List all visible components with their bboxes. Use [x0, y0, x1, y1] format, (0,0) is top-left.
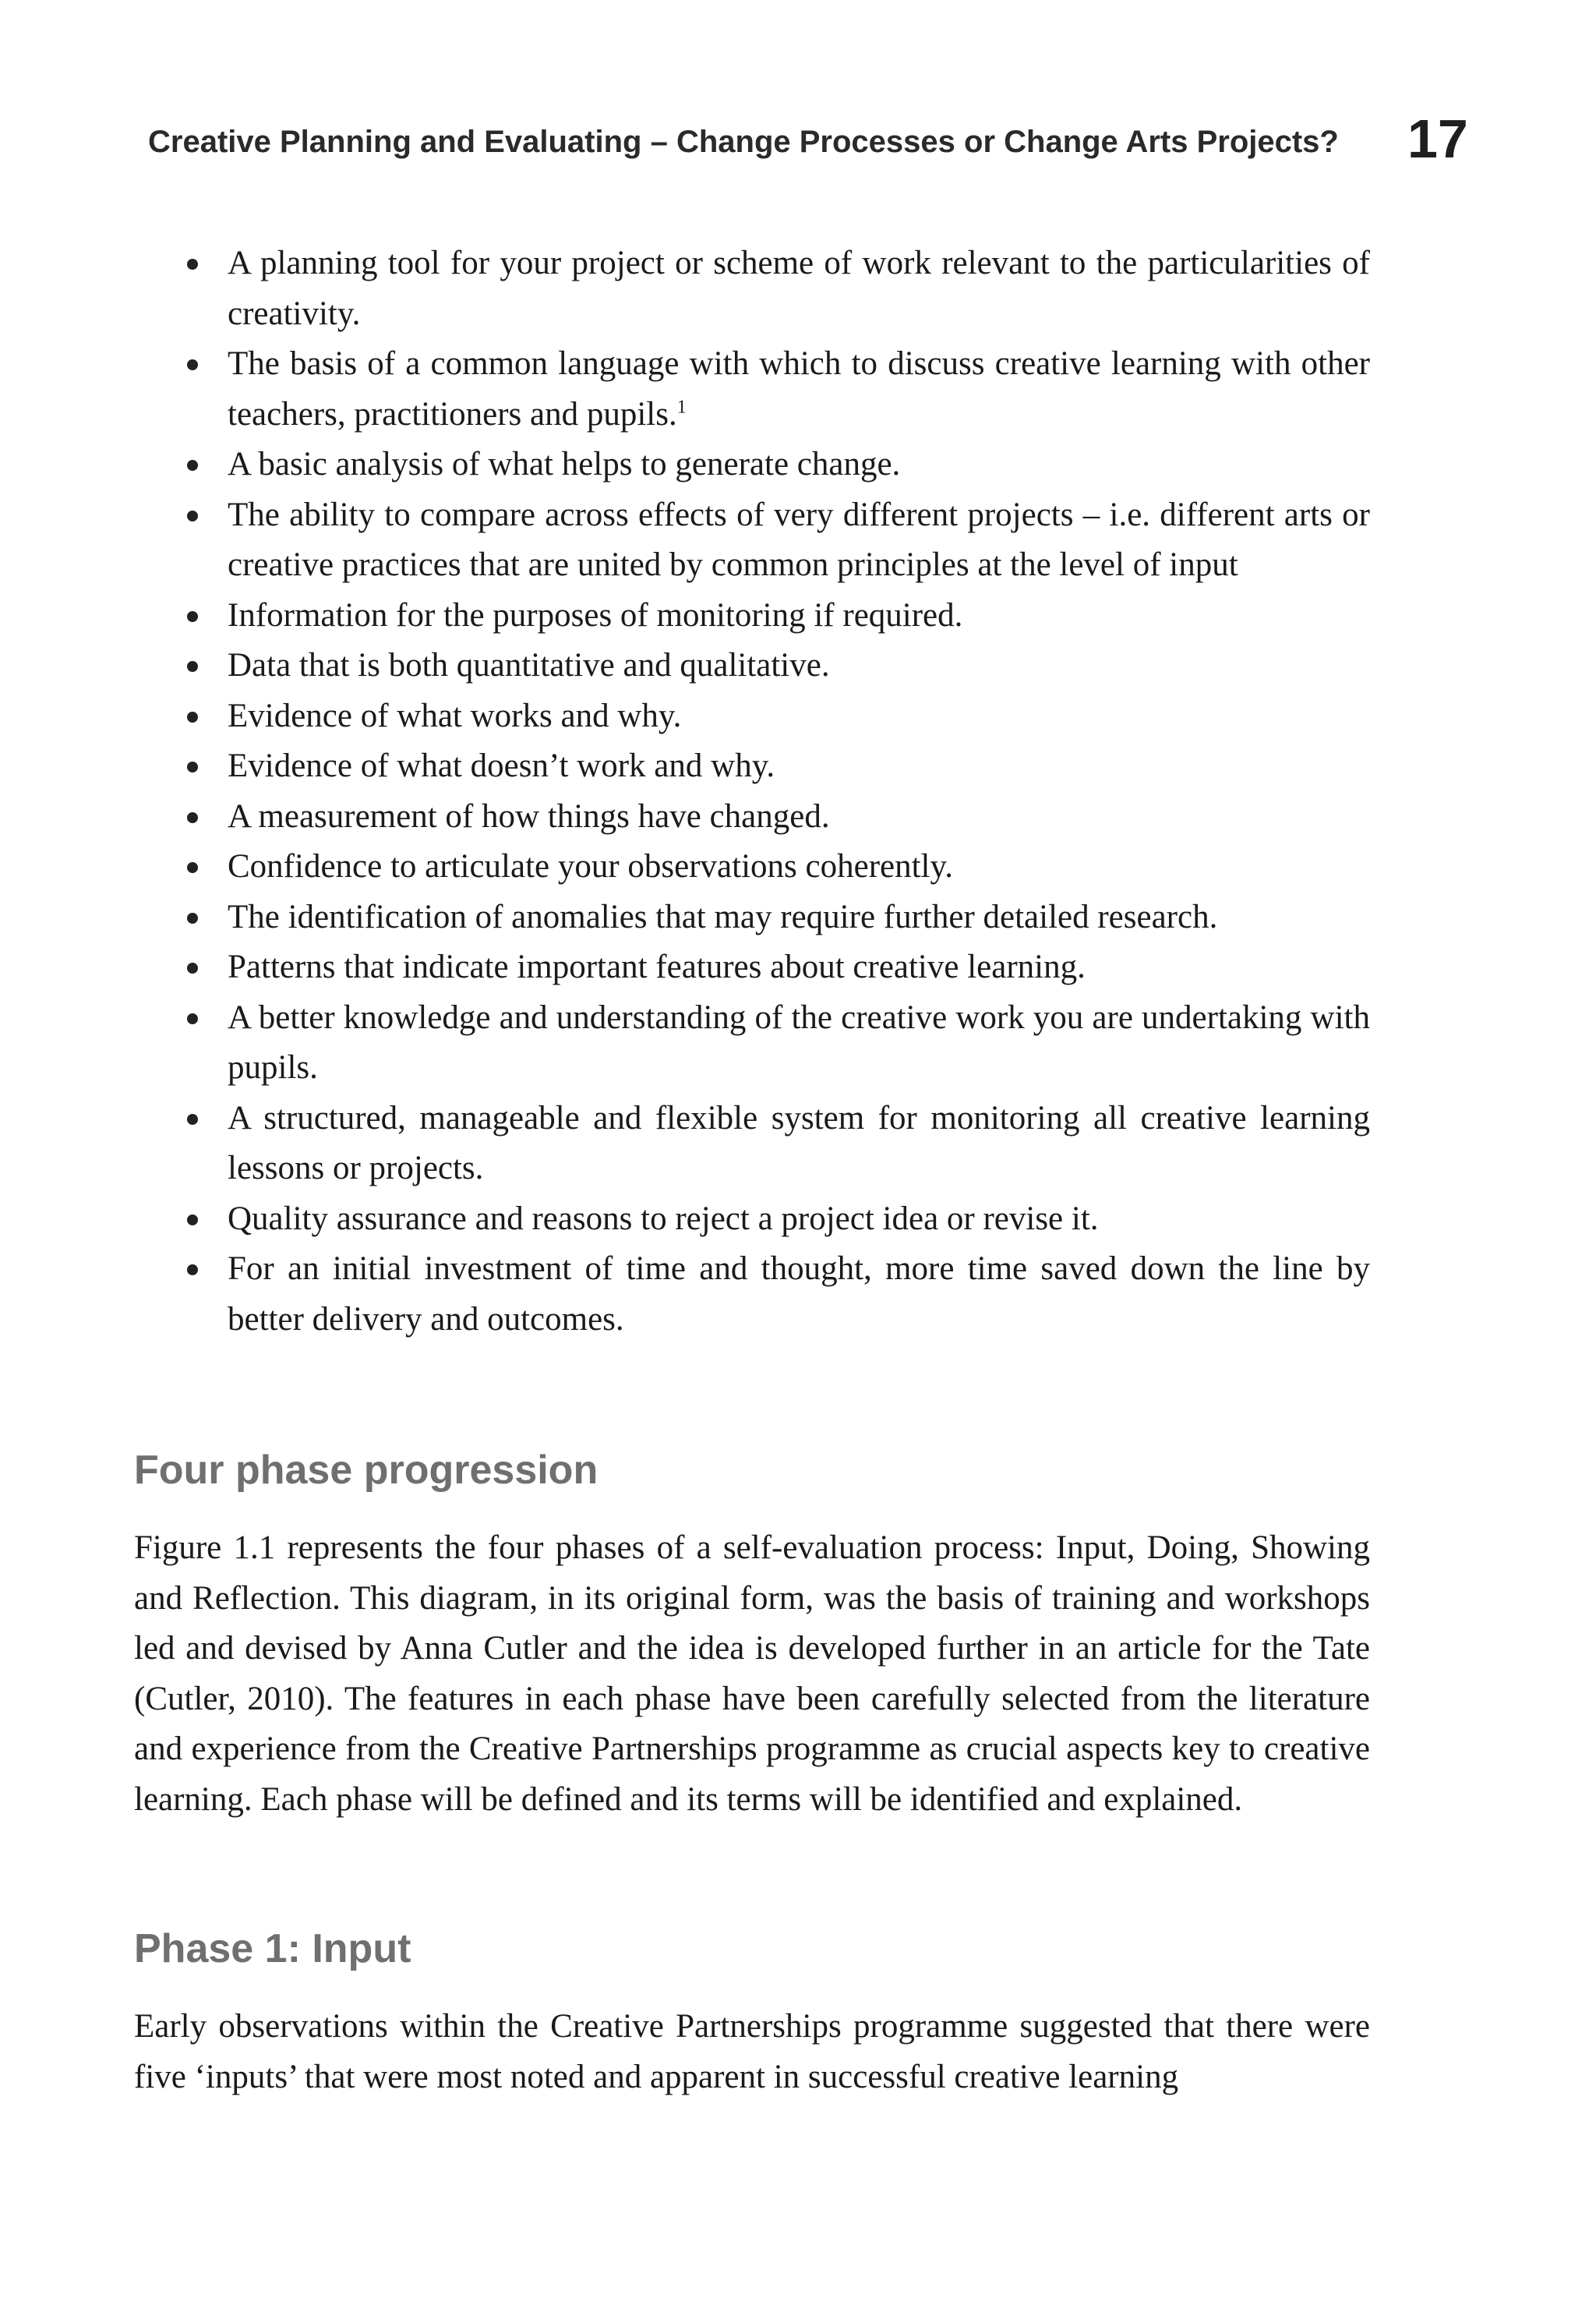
- list-item: Quality assurance and reasons to reject a project idea or revise it.: [187, 1194, 1370, 1245]
- section-heading-phase-1-input: Phase 1: Input: [134, 1926, 411, 1971]
- bullet-icon: [187, 963, 198, 974]
- bullet-icon: [187, 611, 198, 622]
- paragraph-four-phase-progression: Figure 1.1 represents the four phases of a self-evaluation process: Input, Doing, Showing and Reflection. This diagram, in its original form, was the basis of training and workshops led and devised by Anna Cutler and the idea is developed further in an article for the Tate (Cutler, 2010). The features in each phase have been carefully selected from the literature and experience from the Creative Partnerships programme as crucial aspects key to creative learning. Each phase will be defined and its terms will be identified and explained.: [134, 1529, 1370, 1818]
- list-item: For an initial investment of time and thought, more time saved down the line by better delivery and outcomes.: [187, 1244, 1370, 1345]
- footnote-reference: 1: [676, 397, 687, 418]
- bullet-icon: [187, 762, 198, 772]
- bullet-icon: [187, 1264, 198, 1275]
- bullet-icon: [187, 913, 198, 924]
- bullet-icon: [187, 259, 198, 270]
- page-number: 17: [1407, 108, 1468, 169]
- bullet-icon: [187, 1114, 198, 1125]
- bullet-icon: [187, 812, 198, 823]
- list-item: A structured, manageable and flexible system for monitoring all creative learning lessons or projects.: [187, 1094, 1370, 1194]
- bullet-icon: [187, 511, 198, 521]
- bullet-icon: [187, 1013, 198, 1024]
- list-item: A better knowledge and understanding of the creative work you are undertaking with pupils.: [187, 993, 1370, 1094]
- list-item: Confidence to articulate your observations coherently.: [187, 842, 1370, 893]
- list-item: A planning tool for your project or scheme of work relevant to the particularities of creativity.: [187, 239, 1370, 339]
- section-heading-four-phase-progression: Four phase progression: [134, 1448, 598, 1493]
- list-item: The identification of anomalies that may require further detailed research.: [187, 893, 1370, 943]
- list-item: The basis of a common language with which to discuss creative learning with other teachers, practitioners and pupils.$^1$: [187, 339, 1370, 440]
- bullet-icon: [187, 862, 198, 873]
- running-head-title: Creative Planning and Evaluating – Change Processes or Change Arts Projects?: [148, 125, 1339, 159]
- bullet-icon: [187, 712, 198, 723]
- benefits-bullet-list: [187, 239, 1370, 1345]
- list-item: The ability to compare across effects of very different projects – i.e. different arts or creative practices that are united by common principles at the level of input: [187, 490, 1370, 591]
- list-item: Evidence of what works and why.: [187, 691, 1370, 742]
- list-item: Data that is both quantitative and qualitative.: [187, 641, 1370, 691]
- list-item: Evidence of what doesn’t work and why.: [187, 741, 1370, 792]
- list-item: A measurement of how things have changed.: [187, 792, 1370, 843]
- bullet-icon: [187, 1214, 198, 1225]
- list-item: Patterns that indicate important features about creative learning.: [187, 942, 1370, 993]
- bullet-icon: [187, 661, 198, 672]
- list-item: Information for the purposes of monitoring if required.: [187, 591, 1370, 642]
- list-item: A basic analysis of what helps to generate change.: [187, 440, 1370, 490]
- bullet-icon: [187, 460, 198, 471]
- bullet-icon: [187, 359, 198, 370]
- paragraph-phase-1-input: Early observations within the Creative Partnerships programme suggested that there were five ‘inputs’ that were most noted and apparent in successful creative learning: [134, 2008, 1370, 2095]
